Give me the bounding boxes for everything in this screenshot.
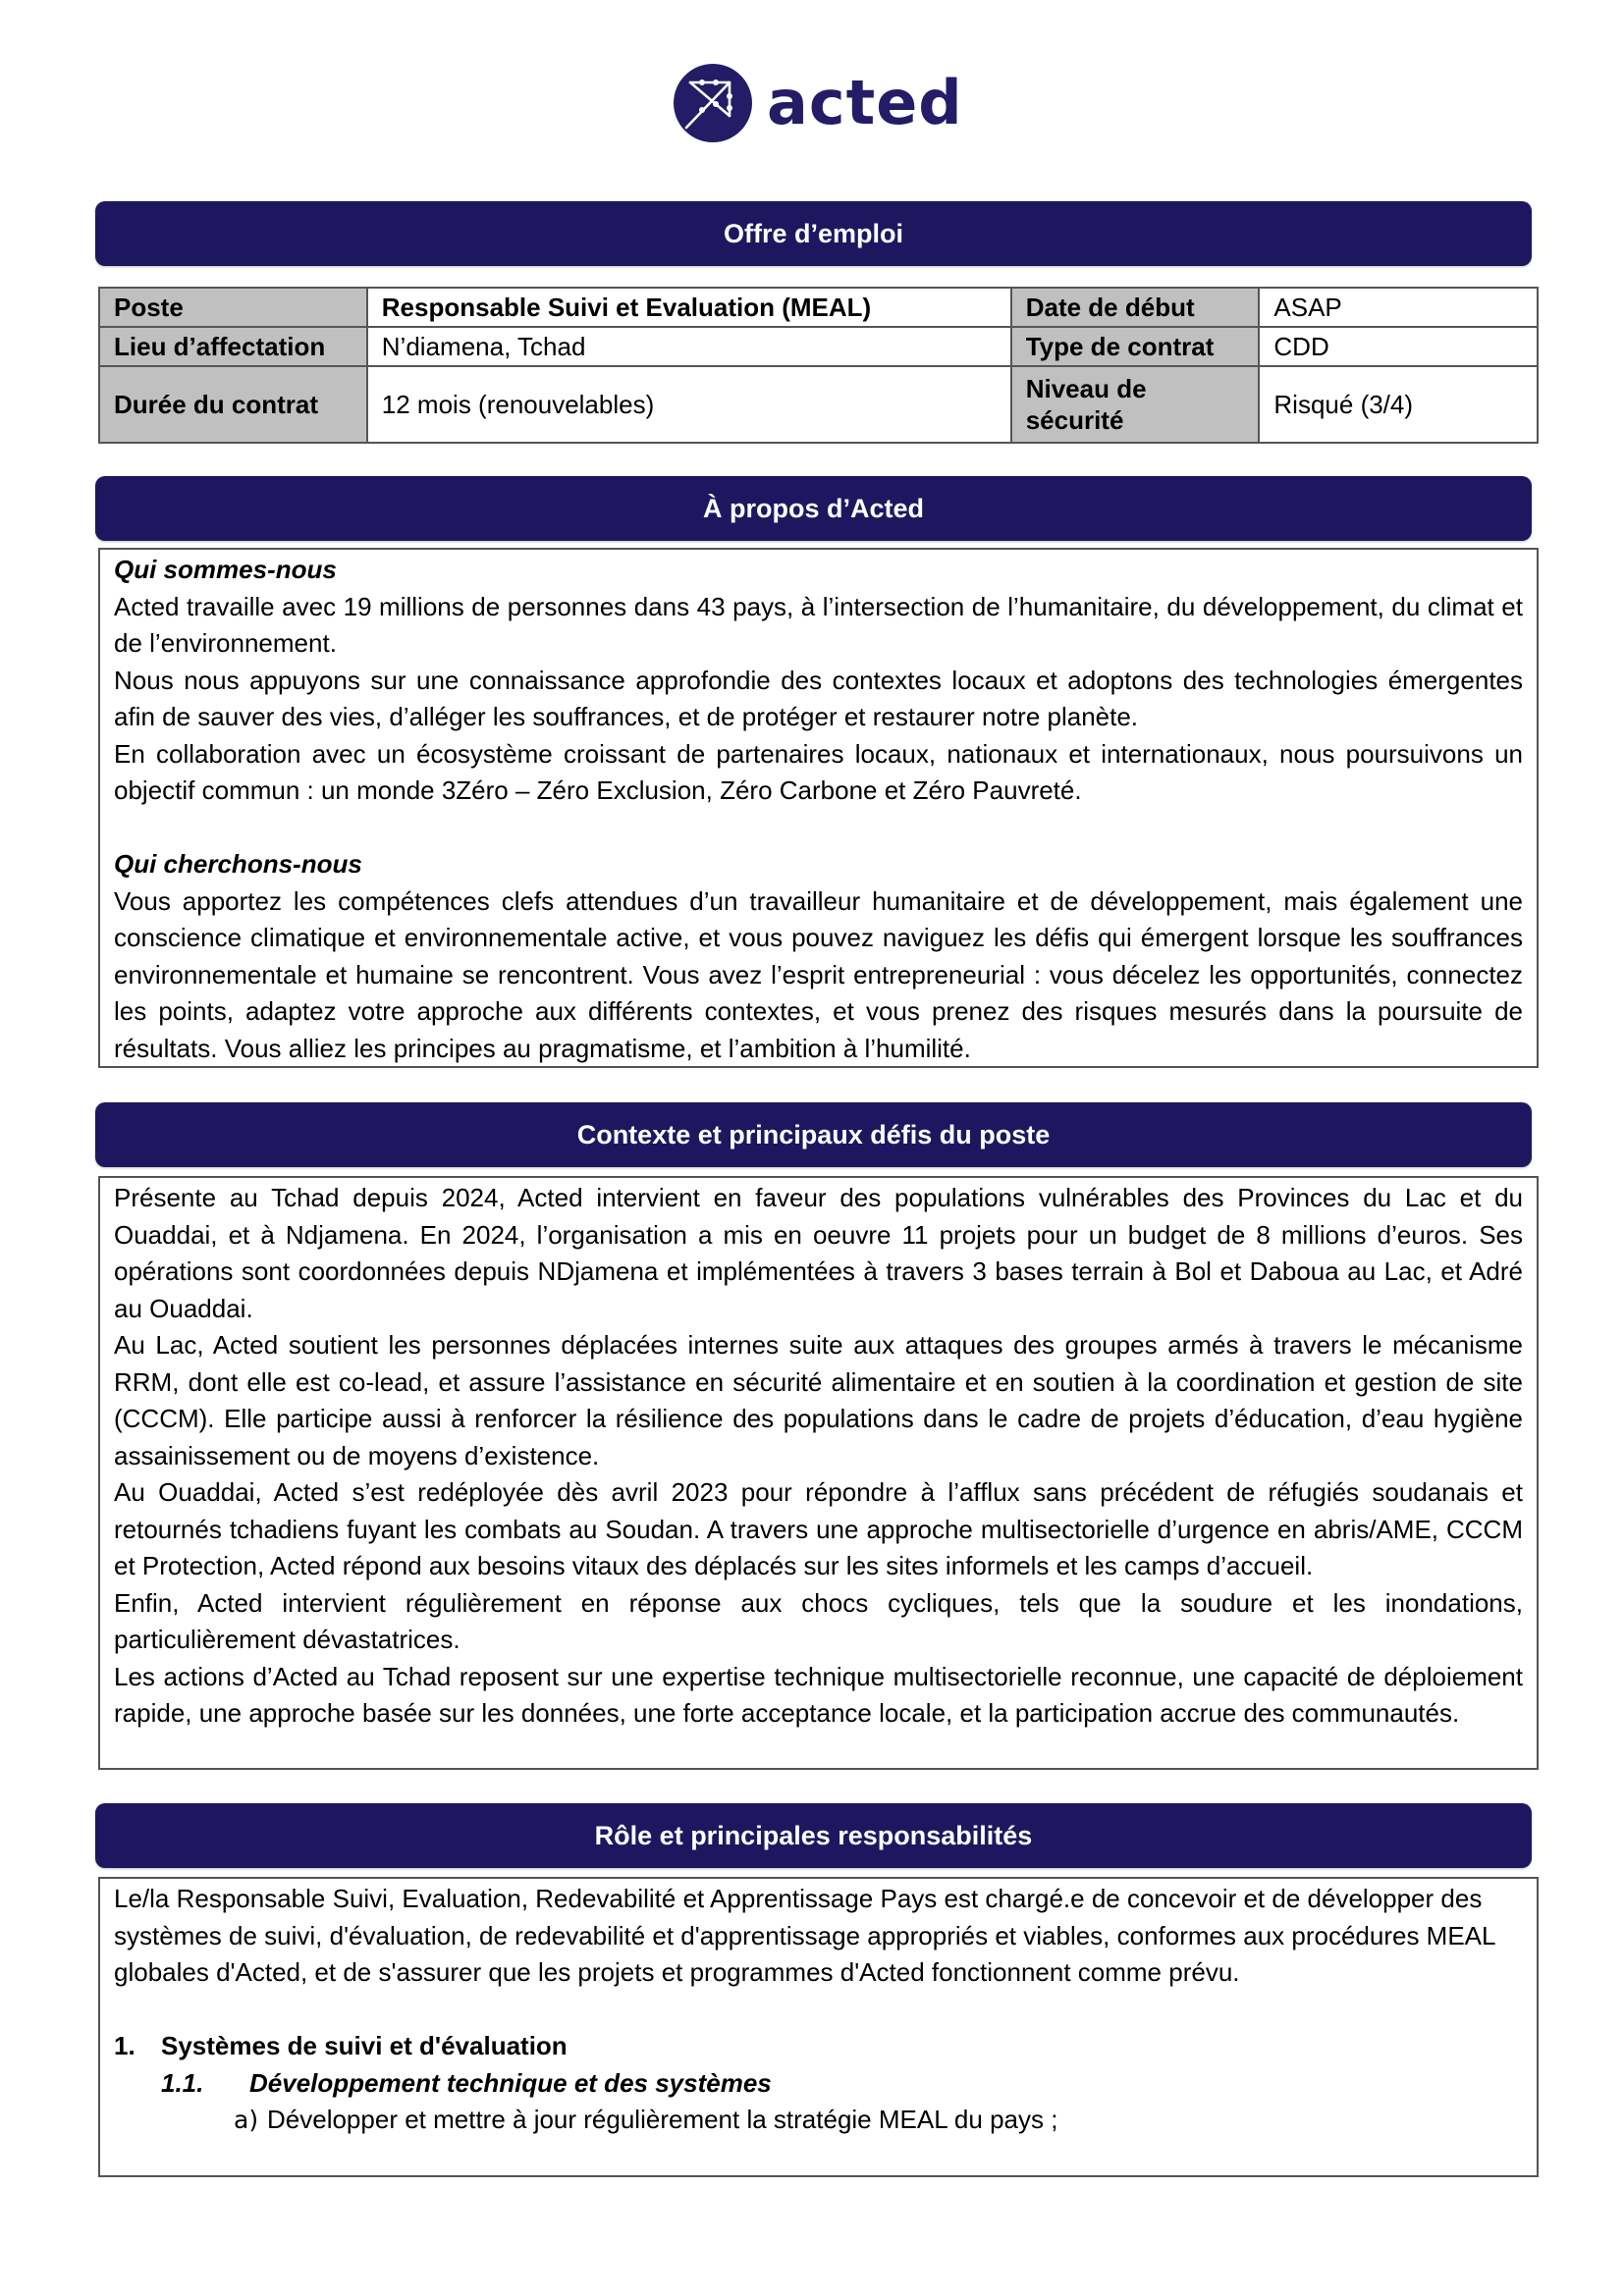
who-paragraph: En collaboration avec un écosystème croissant de partenaires locaux, nationaux et internationaux, nous poursuivons un objectif commun : un monde 3Zéro – Zéro Exclusion, Zéro Carbone et Zéro Pauvreté.	[114, 738, 1523, 805]
seek-heading: Qui cherchons-nous	[114, 849, 362, 879]
seek-paragraph: Vous apportez les compétences clefs attendues d’un travailleur humanitaire et de développement, mais également une conscience climatique et environnementale active, et vous pouvez naviguez les défis qui émergent lorsque les souffrances environnementale et humaine se rencontrent. Vous avez l’esprit entrepreneurial : vous décelez les opportunités, connectez les points, adaptez votre approche aux différents contextes, et vous prenez des risques mesurés dans la poursuite de résultats. Vous alliez les principes au pragmatisme, et l’ambition à l’humilité.	[114, 885, 1523, 1063]
context-title: Contexte et principaux défis du poste	[576, 1119, 1051, 1149]
context-paragraph: Au Ouaddai, Acted s’est redéployée dès avril 2023 pour répondre à l’afflux sans précédent de réfugiés soudanais et retournés tchadiens fuyant les combats au Soudan. A travers une approche multisectorielle d’urgence en abris/AME, CCCM et Protection, Acted répond aux besoins vitaux des déplacés sur les sites informels et les camps d’accueil.	[114, 1477, 1523, 1580]
table-row	[99, 288, 1538, 327]
subsection-heading	[114, 2065, 1523, 2103]
section-label: Systèmes de suivi et d'évaluation	[161, 2031, 568, 2060]
brand-name: acted	[767, 67, 963, 138]
role-header-bar	[95, 1803, 1532, 1868]
spacer	[114, 1992, 1523, 2029]
value-date-debut: ASAP	[1259, 288, 1538, 327]
context-header-bar	[95, 1102, 1532, 1167]
acted-logo-icon	[673, 63, 753, 143]
offer-title: Offre d’emploi	[723, 218, 903, 248]
context-paragraph: Au Lac, Acted soutient les personnes déplacées internes suite aux attaques des groupes armés à travers le mécanisme RRM, dont elle est co-lead, et assure l’assistance en sécurité alimentaire et en soutien à la coordination et gestion de site (CCCM). Elle participe aussi à renforcer la résilience des populations dans le cadre de projets d’éducation, d’eau hygiène assainissement ou de moyens d’existence.	[114, 1330, 1523, 1470]
about-header-bar	[95, 476, 1532, 541]
label-lieu: Lieu d’affectation	[99, 327, 367, 366]
label-type-contrat: Type de contrat	[1011, 327, 1260, 366]
value-lieu: N’diamena, Tchad	[367, 327, 1011, 366]
spacer	[114, 810, 1523, 847]
label-niveau-securite: Niveau de sécurité	[1011, 366, 1260, 443]
about-box	[98, 548, 1539, 1068]
role-intro: Le/la Responsable Suivi, Evaluation, Redevabilité et Apprentissage Pays est chargé.e de concevoir et de développer des systèmes de suivi, d'évaluation, de redevabilité et d'apprentissage appropriés et viables, conformes aux procédures MEAL globales d'Acted, et de s'assurer que les projets et programmes d'Acted fonctionnent comme prévu.	[114, 1884, 1495, 1987]
value-niveau-securite: Risqué (3/4)	[1259, 366, 1538, 443]
who-paragraph: Acted travaille avec 19 millions de personnes dans 43 pays, à l’intersection de l’humanitaire, du développement, du climat et de l’environnement.	[114, 591, 1523, 658]
section-number: 1.	[114, 2031, 135, 2060]
table-row	[99, 366, 1538, 443]
offer-header-bar	[95, 201, 1532, 266]
label-duree: Durée du contrat	[99, 366, 367, 443]
about-title: À propos d’Acted	[702, 493, 924, 523]
subsection-label: Développement technique et des systèmes	[249, 2067, 772, 2098]
label-poste: Poste	[99, 288, 367, 327]
context-paragraph: Enfin, Acted intervient régulièrement en réponse aux chocs cycliques, tels que la soudure et les inondations, particulièrement dévastatrices.	[114, 1587, 1523, 1654]
value-poste: Responsable Suivi et Evaluation (MEAL)	[367, 288, 1011, 327]
section-heading	[114, 2028, 1523, 2065]
context-paragraph: Les actions d’Acted au Tchad reposent sur une expertise technique multisectorielle reconnue, une capacité de déploiement rapide, une approche basée sur les données, une forte acceptance locale, et la participation accrue des communautés.	[114, 1661, 1523, 1728]
who-paragraph: Nous nous appuyons sur une connaissance approfondie des contextes locaux et adoptons des technologies émergentes afin de sauver des vies, d’alléger les souffrances, et de protéger et restaurer notre planète.	[114, 665, 1523, 731]
job-info-table	[98, 287, 1539, 444]
label-date-debut: Date de début	[1011, 288, 1260, 327]
acted-logo	[673, 61, 963, 145]
value-type-contrat: CDD	[1259, 327, 1538, 366]
role-title: Rôle et principales responsabilités	[594, 1820, 1033, 1850]
table-row	[99, 327, 1538, 366]
list-item-text: Développer et mettre à jour régulièrement la stratégie MEAL du pays ;	[267, 2105, 1058, 2134]
value-duree: 12 mois (renouvelables)	[367, 366, 1011, 443]
list-item	[114, 2102, 1523, 2139]
role-box	[98, 1877, 1539, 2177]
context-box	[98, 1176, 1539, 1770]
list-marker: a)	[234, 2106, 259, 2134]
subsection-number: 1.1.	[161, 2067, 204, 2098]
who-heading: Qui sommes-nous	[114, 555, 337, 584]
context-paragraph: Présente au Tchad depuis 2024, Acted intervient en faveur des populations vulnérables des Provinces du Lac et du Ouaddai, et à Ndjamena. En 2024, l’organisation a mis en oeuvre 11 projets pour un budget de 8 millions d’euros. Ses opérations sont coordonnées depuis NDjamena et implémentées à travers 3 bases terrain à Bol et Daboua au Lac, et Adré au Ouaddai.	[114, 1183, 1523, 1323]
